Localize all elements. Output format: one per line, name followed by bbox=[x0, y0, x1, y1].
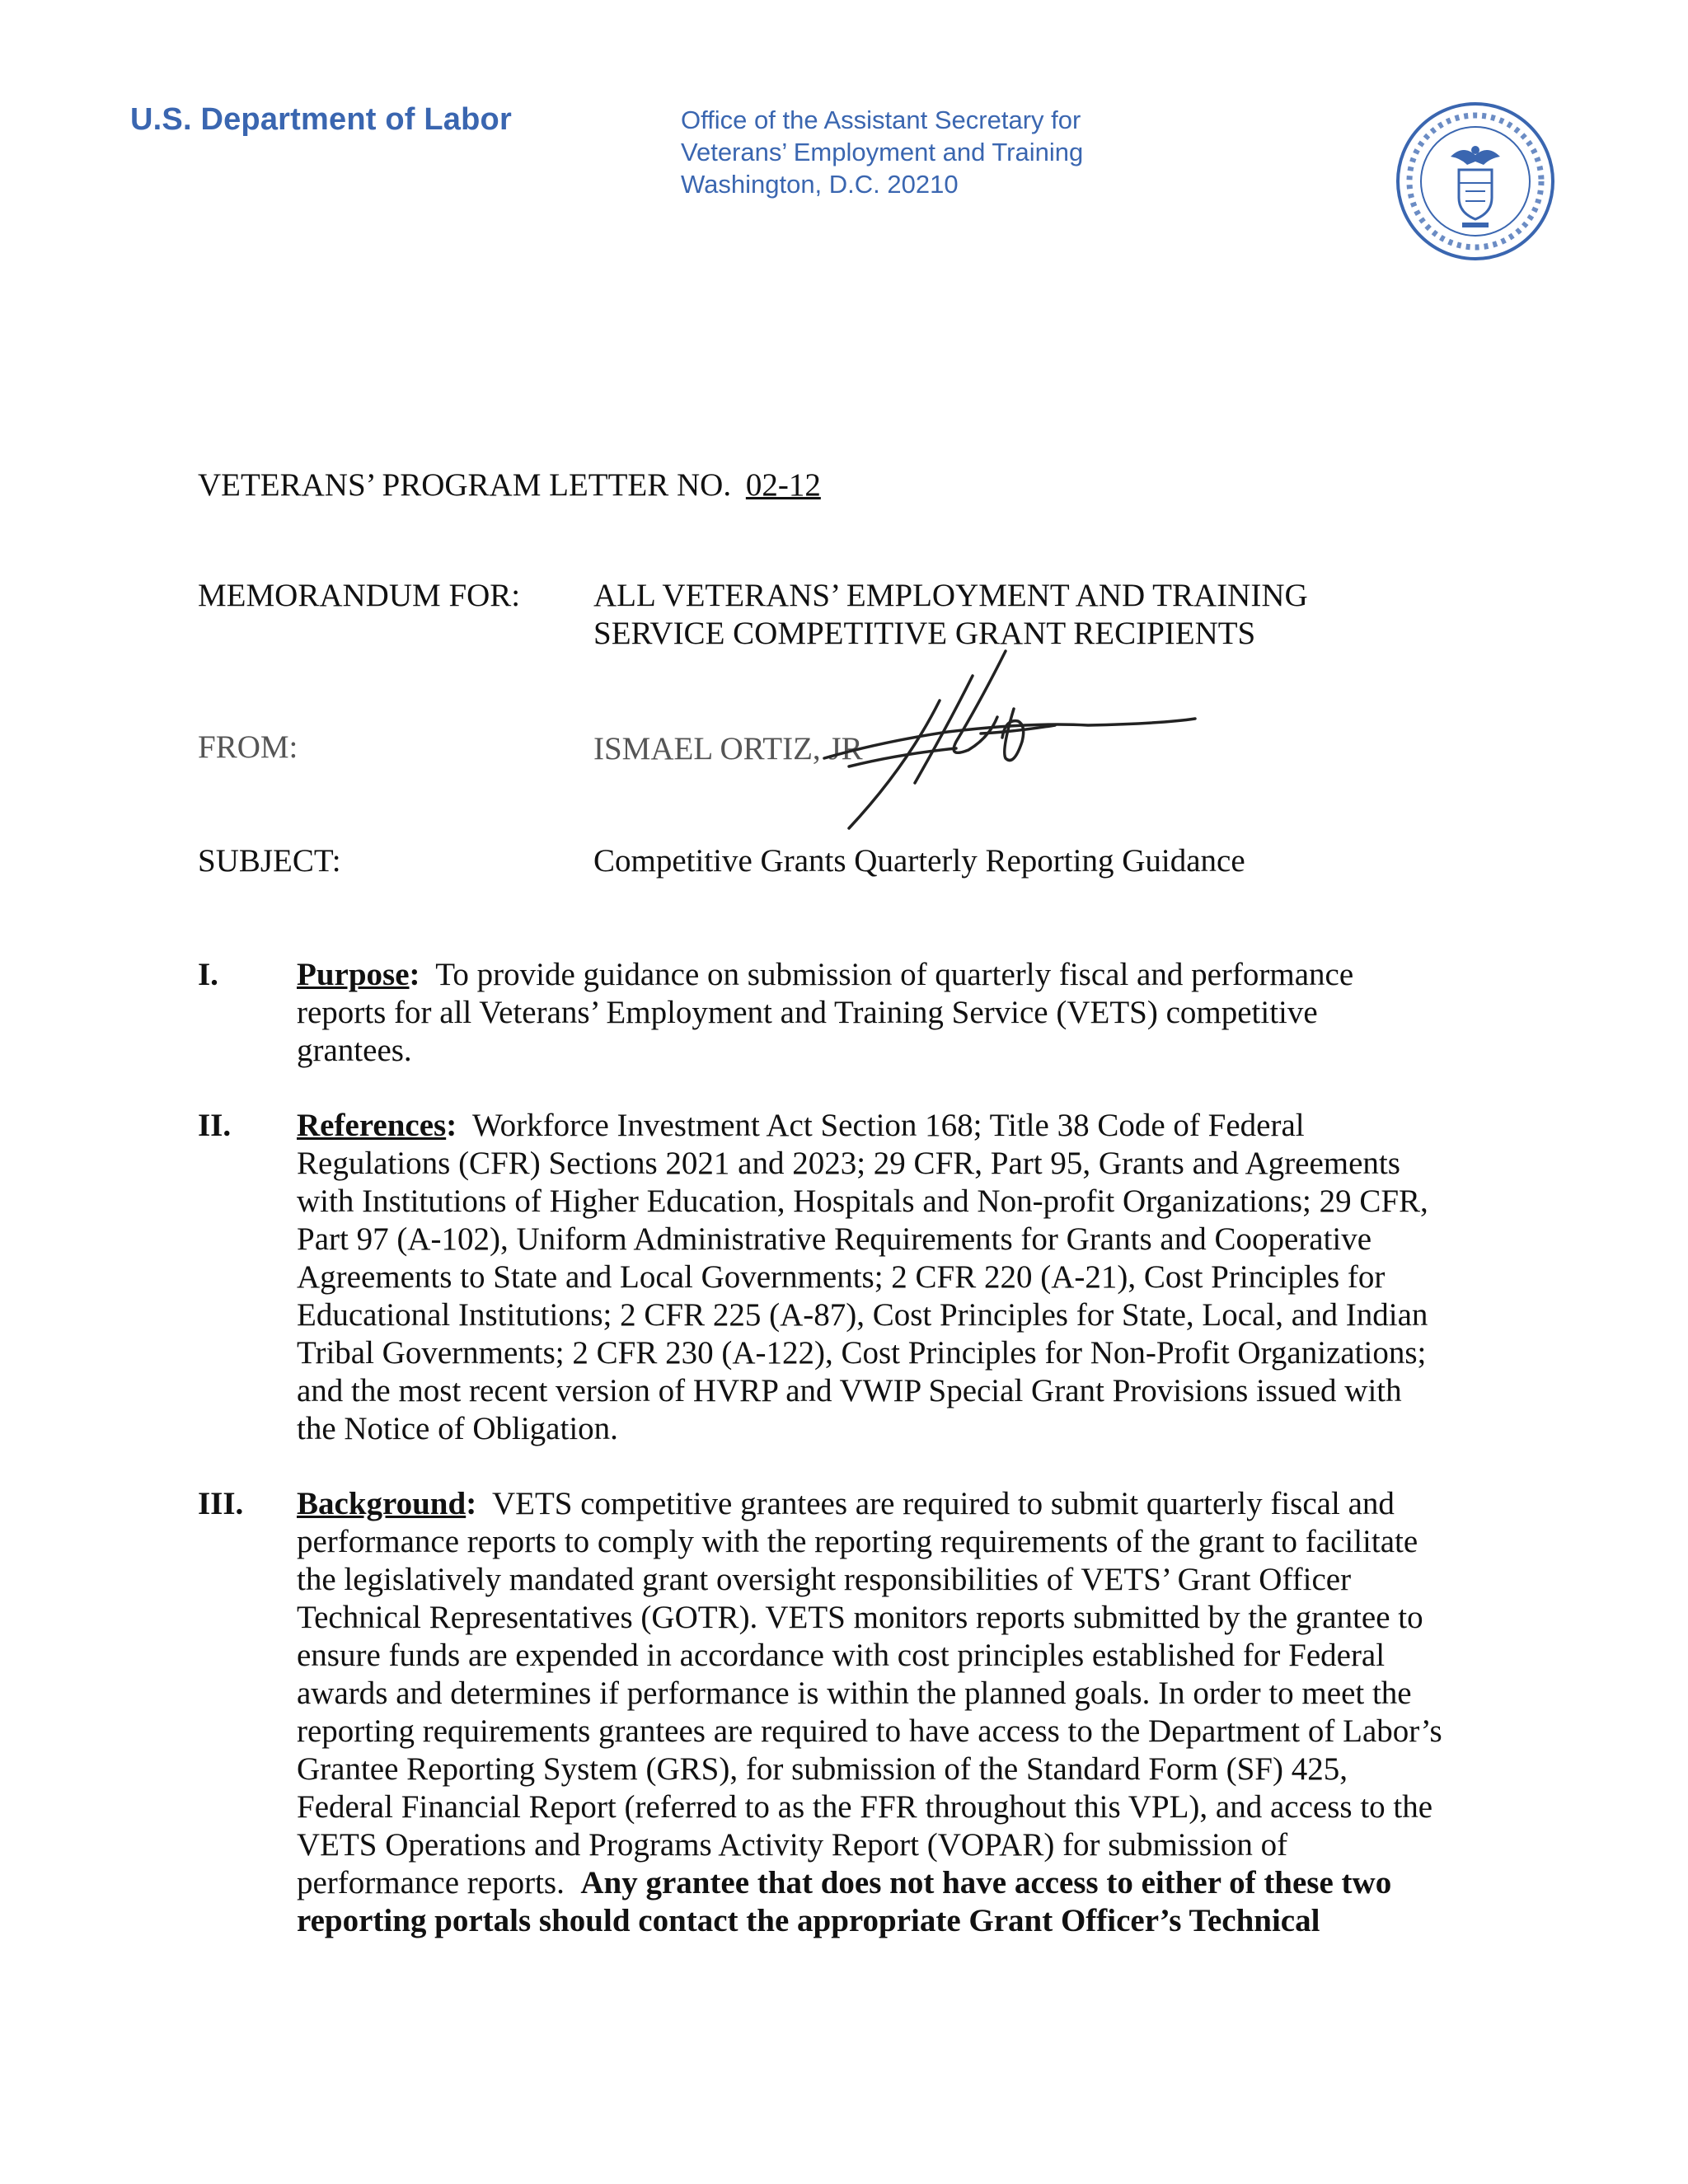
section-line: with Institutions of Higher Education, Hospitals and Non-profit Organizations; 29 CFR, bbox=[297, 1183, 1428, 1219]
section-line: and the most recent version of HVRP and VWIP Special Grant Provisions issued with bbox=[297, 1373, 1402, 1408]
section-heading: Purpose bbox=[297, 957, 410, 992]
from-name: ISMAEL ORTIZ, JR bbox=[593, 731, 863, 766]
section-line: VETS competitive grantees are required to submit quarterly fiscal and bbox=[492, 1486, 1395, 1521]
section-numeral: I. bbox=[198, 957, 218, 992]
section-line: ensure funds are expended in accordance with cost principles established for Federal bbox=[297, 1638, 1386, 1673]
section-line: VETS Operations and Programs Activity Report (VOPAR) for submission of bbox=[297, 1827, 1288, 1863]
section-line: Educational Institutions; 2 CFR 225 (A-87), Cost Principles for State, Local, and Indian bbox=[297, 1297, 1428, 1333]
section-references: References: Workforce Investment Act Section 168; Title 38 Code of Federal Regulations (CFR) Sections 2021 and 2023; 29 CFR, Part 95, Grants and Agreements with Institutions of Higher Education, Hospitals and Non-profit Organizations; 29 CFR, Part 97 (A-102), Uniform Administrative Requirements for Grants and Cooperative Agreements to State and Local Governments; 2 CFR 220 (A-21), Cost Principles for Educational Institutions; 2 CFR 225 (A-87), Cost Principles for State, Local, and Indian Tribal Governments; 2 CFR 230 (A-122), Cost Principles for Non-Profit Organizations; and the most recent version of HVRP and VWIP Special Grant Provisions issued with the Notice of Obligation. bbox=[297, 1107, 1508, 1448]
department-name: U.S. Department of Labor bbox=[130, 102, 512, 137]
subject-label: SUBJECT: bbox=[198, 843, 341, 879]
office-line: Veterans’ Employment and Training bbox=[681, 138, 1084, 166]
section-line: reporting requirements grantees are required to have access to the Department of Labor’s bbox=[297, 1713, 1442, 1749]
section-line: performance reports to comply with the reporting requirements of the grant to facilitate bbox=[297, 1524, 1418, 1559]
section-line: Technical Representatives (GOTR). VETS monitors reports submitted by the grantee to bbox=[297, 1600, 1423, 1635]
section-heading: References bbox=[297, 1108, 447, 1143]
memo-recipient-line: ALL VETERANS’ EMPLOYMENT AND TRAINING bbox=[593, 578, 1308, 613]
memo-label: MEMORANDUM FOR: bbox=[198, 578, 521, 613]
office-line: Washington, D.C. 20210 bbox=[681, 170, 959, 199]
section-line: the Notice of Obligation. bbox=[297, 1411, 618, 1446]
section-line: To provide guidance on submission of quarterly fiscal and performance bbox=[435, 957, 1354, 992]
bold-notice-line: reporting portals should contact the appropriate Grant Officer’s Technical bbox=[297, 1903, 1320, 1938]
section-heading: Background bbox=[297, 1486, 467, 1521]
section-line: the legislatively mandated grant oversight responsibilities of VETS’ Grant Officer bbox=[297, 1562, 1352, 1597]
section-line: reports for all Veterans’ Employment and Training Service (VETS) competitive bbox=[297, 995, 1318, 1030]
section-line: performance reports. bbox=[297, 1865, 565, 1900]
section-line: Part 97 (A-102), Uniform Administrative Requirements for Grants and Cooperative bbox=[297, 1221, 1372, 1257]
section-line: awards and determines if performance is within the planned goals. In order to meet the bbox=[297, 1675, 1412, 1711]
section-line: grantees. bbox=[297, 1033, 412, 1068]
department-seal-icon bbox=[1393, 99, 1558, 264]
vpl-line bbox=[198, 466, 842, 504]
section-purpose: Purpose: To provide guidance on submission of quarterly fiscal and performance reports for all Veterans’ Employment and Training Service (VETS) competitive grantees. bbox=[297, 956, 1508, 1070]
section-line: Agreements to State and Local Governments; 2 CFR 220 (A-21), Cost Principles for bbox=[297, 1259, 1386, 1295]
office-address bbox=[681, 104, 1083, 200]
section-background: Background: VETS competitive grantees are required to submit quarterly fiscal and performance reports to comply with the reporting requirements of the grant to facilitate the legislatively mandated grant oversight responsibilities of VETS’ Grant Officer Technical Representatives (GOTR). VETS monitors reports submitted by the grantee to ensure funds are expended in accordance with cost principles established for Federal awards and determines if performance is within the planned goals. In order to meet the reporting requirements grantees are required to have access to the Department of Labor’s Grantee Reporting System (GRS), for submission of the Standard Form (SF) 425, Federal Financial Report (referred to as the FFR throughout this VPL), and access to the VETS Operations and Programs Activity Report (VOPAR) for submission of performance reports. Any grantee that does not have access to either of these two reporting portals should contact the appropriate Grant Officer’s Technical bbox=[297, 1485, 1508, 1940]
section-line: Regulations (CFR) Sections 2021 and 2023; 29 CFR, Part 95, Grants and Agreements bbox=[297, 1146, 1400, 1181]
section-numeral: III. bbox=[198, 1486, 244, 1521]
signature bbox=[816, 643, 1212, 841]
vpl-label: VETERANS’ PROGRAM LETTER NO. bbox=[198, 467, 732, 503]
vpl-number: 02-12 bbox=[745, 467, 821, 503]
section-line: Tribal Governments; 2 CFR 230 (A-122), Cost Principles for Non-Profit Organizations; bbox=[297, 1335, 1427, 1371]
subject-value: Competitive Grants Quarterly Reporting Guidance bbox=[593, 843, 1245, 879]
section-numeral: II. bbox=[198, 1108, 232, 1143]
bold-notice-line: Any grantee that does not have access to either of these two bbox=[580, 1865, 1392, 1900]
office-line: Office of the Assistant Secretary for bbox=[681, 105, 1081, 134]
section-line: Federal Financial Report (referred to as the FFR throughout this VPL), and access to the bbox=[297, 1789, 1433, 1825]
memo-recipient-line: SERVICE COMPETITIVE GRANT RECIPIENTS bbox=[593, 616, 1256, 651]
section-line: Workforce Investment Act Section 168; Title 38 Code of Federal bbox=[471, 1108, 1305, 1143]
section-line: Grantee Reporting System (GRS), for submission of the Standard Form (SF) 425, bbox=[297, 1751, 1348, 1787]
from-label: FROM: bbox=[198, 729, 298, 765]
